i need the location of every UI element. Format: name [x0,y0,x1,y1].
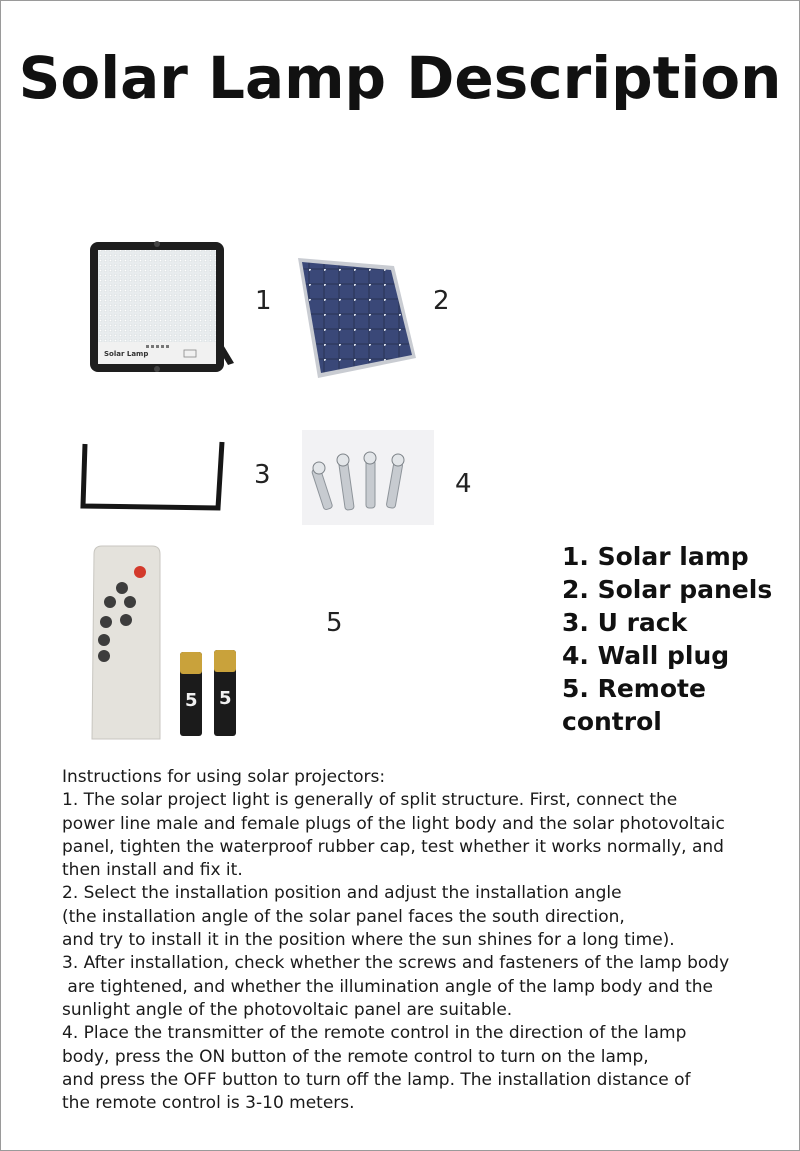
svg-text:5: 5 [185,690,198,711]
instruction-line: 4. Place the transmitter of the remote control in the direction of the lamp [62,1023,687,1044]
legend-item: 1. Solar lamp [562,542,749,571]
instruction-line: and try to install it in the position where the sun shines for a long time). [62,930,675,951]
parts-legend [562,540,800,738]
instruction-line: then install and fix it. [62,860,243,881]
instruction-line: body, press the ON button of the remote control to turn on the lamp, [62,1046,649,1067]
figure-number-1: 1 [255,286,272,316]
instructions-block [62,766,762,1115]
legend-item: 4. Wall plug [562,641,730,670]
instruction-line: 1. The solar project light is generally of split structure. First, connect the [62,790,678,811]
figure-number-2: 2 [433,286,450,316]
instruction-line: power line male and female plugs of the light body and the solar photovoltaic [62,813,725,834]
u-rack-image [78,436,228,512]
instruction-line: and press the OFF button to turn off the lamp. The installation distance of [62,1069,691,1090]
instruction-line: panel, tighten the waterproof rubber cap, test whether it works normally, and [62,836,724,857]
figure-number-4: 4 [455,469,472,499]
wall-plug-image [302,430,434,525]
lamp-brand-label: Solar Lamp [104,350,149,358]
instruction-line: 3. After installation, check whether the screws and fasteners of the lamp body [62,953,730,974]
instruction-line: the remote control is 3-10 meters. [62,1093,355,1114]
instruction-line: (the installation angle of the solar panel faces the south direction, [62,906,625,927]
instruction-line: sunlight angle of the photovoltaic panel are suitable. [62,999,513,1020]
solar-lamp-image [88,238,248,383]
legend-item: 5. Remote control [562,674,706,736]
figure-number-3: 3 [254,460,271,490]
solar-panel-image [294,254,419,382]
figure-number-5: 5 [326,608,343,638]
page-title: Solar Lamp Description [18,44,782,112]
remote-control-image [88,544,248,744]
legend-item: 3. U rack [562,608,688,637]
instruction-line: 2. Select the installation position and adjust the installation angle [62,883,622,904]
legend-item: 2. Solar panels [562,575,773,604]
instructions-heading: Instructions for using solar projectors: [62,767,386,787]
svg-text:5: 5 [219,688,232,709]
instruction-line: are tightened, and whether the illumination angle of the lamp body and the [62,976,714,997]
